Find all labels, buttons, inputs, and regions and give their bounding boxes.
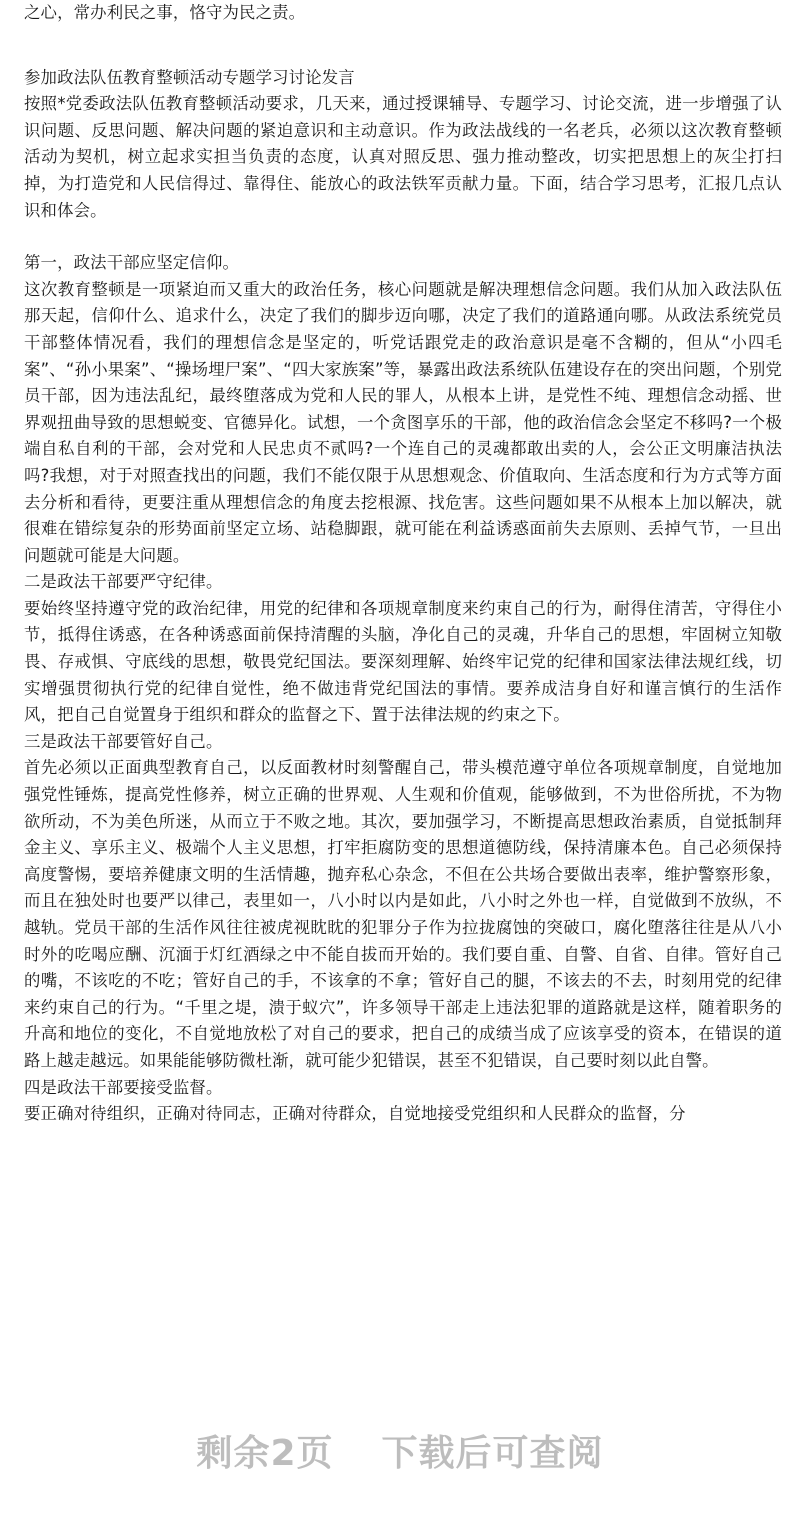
section-3-body: 首先必须以正面典型教育自己，以反面教材时刻警醒自己，带头模范遵守单位各项规章制度，自觉地加强党性锤炼，提高党性修养，树立正确的世界观、人生观和价值观，能够做到，不为世俗所扰，不为物欲所动，不为美色所迷，从而立于不败之地。其次，要加强学习，不断提高思想政治素质，自觉抵制拜金主义、享乐主义、极端个人主义思想，打牢拒腐防变的思想道德防线，保持清廉本色。自己必须保持高度警惕，要培养健康文明的生活情趣，抛弃私心杂念，不但在公共场合要做出表率，维护警察形象，而且在独处时也要严以律己，表里如一，八小时以内是如此，八小时之外也一样，自觉做到不放纵，不越轨。党员干部的生活作风往往被虎视眈眈的犯罪分子作为拉拢腐蚀的突破口，腐化堕落往往是从八小时外的吃喝应酬、沉湎于灯红酒绿之中不能自拔而开始的。我们要自重、自警、自省、自律。管好自己的嘴，不该吃的不吃；管好自己的手，不该拿的不拿；管好自己的腿，不该去的不去，时刻用党的纪律来约束自己的行为。“千里之堤，溃于蚁穴”，许多领导干部走上违法犯罪的道路就是这样，随着职务的升高和地位的变化，不自觉地放松了对自己的要求，把自己的成绩当成了应该享受的资本，在错误的道路上越走越远。如果能能够防微杜渐，就可能少犯错误，甚至不犯错误，自己要时刻以此自警。 [24, 758, 782, 1070]
previous-page-tail: 之心，常办利民之事，恪守为民之责。 [24, 3, 306, 22]
download-prompt-banner[interactable] [0, 1420, 800, 1480]
document-body [24, 0, 782, 1128]
document-title: 参加政法队伍教育整顿活动专题学习讨论发言 [24, 67, 355, 87]
section-2-body: 要始终坚持遵守党的政治纪律，用党的纪律和各项规章制度来约束自己的行为，耐得住清苦，守得住小节，抵得住诱惑，在各种诱惑面前保持清醒的头脑，净化自己的灵魂，升华自己的思想，牢固树立知敬畏、存戒惧、守底线的思想，敬畏党纪国法。要深刻理解、始终牢记党的纪律和国家法律法规红线，切实增强贯彻执行党的纪律自觉性，绝不做违背党纪国法的事情。要养成洁身自好和谨言慎行的生活作风，把自己自觉置身于组织和群众的监督之下、置于法律法规的约束之下。 [24, 598, 782, 725]
section-1-heading: 第一，政法干部应坚定信仰。 [24, 253, 240, 273]
remaining-pages-label: 剩余2页 [196, 1432, 334, 1474]
section-4-body: 要正确对待组织，正确对待同志，正确对待群众，自觉地接受党组织和人民群众的监督，分 [24, 1104, 686, 1124]
section-4-heading: 四是政法干部要接受监督。 [24, 1077, 223, 1097]
intro-paragraph: 按照*党委政法队伍教育整顿活动要求，几天来，通过授课辅导、专题学习、讨论交流，进一步增强了认识问题、反思问题、解决问题的紧迫意识和主动意识。作为政法战线的一名老兵，必须以这次教育整顿活动为契机，树立起求实担当负责的态度，认真对照反思、强力推动整改，切实把思想上的灰尘打扫掉，为打造党和人民信得过、靠得住、能放心的政法铁军贡献力量。下面，结合学习思考，汇报几点认识和体会。 [24, 94, 782, 220]
download-to-view-label[interactable]: 下载后可查阅 [381, 1432, 604, 1474]
section-1-body: 这次教育整顿是一项紧迫而又重大的政治任务，核心问题就是解决理想信念问题。我们从加入政法队伍那天起，信仰什么、追求什么，决定了我们的脚步迈向哪，决定了我们的道路通向哪。从政法系统党员干部整体情况看，我们的理想信念是坚定的，听党话跟党走的政治意识是毫不含糊的，但从“小四毛案”、“孙小果案”、“操场埋尸案”、“四大家族案”等，暴露出政法系统队伍建设存在的突出问题，个别党员干部，因为违法乱纪，最终堕落成为党和人民的罪人，从根本上讲，是党性不纯、理想信念动摇、世界观扭曲导致的思想蜕变、官德异化。试想，一个贪图享乐的干部，他的政治信念会坚定不移吗?一个极端自私自利的干部，会对党和人民忠贞不贰吗?一个连自己的灵魂都敢出卖的人，会公正文明廉洁执法吗?我想，对于对照查找出的问题，我们不能仅限于从思想观念、价值取向、生活态度和行为方式等方面去分析和看待，更要注重从理想信念的角度去挖根源、找危害。这些问题如果不从根本上加以解决，就很难在错综复杂的形势面前坚定立场、站稳脚跟，就可能在利益诱惑面前失去原则、丢掉气节，一旦出问题就可能是大问题。 [24, 279, 782, 565]
section-3-heading: 三是政法干部要管好自己。 [24, 731, 223, 751]
section-2-heading: 二是政法干部要严守纪律。 [24, 572, 223, 592]
